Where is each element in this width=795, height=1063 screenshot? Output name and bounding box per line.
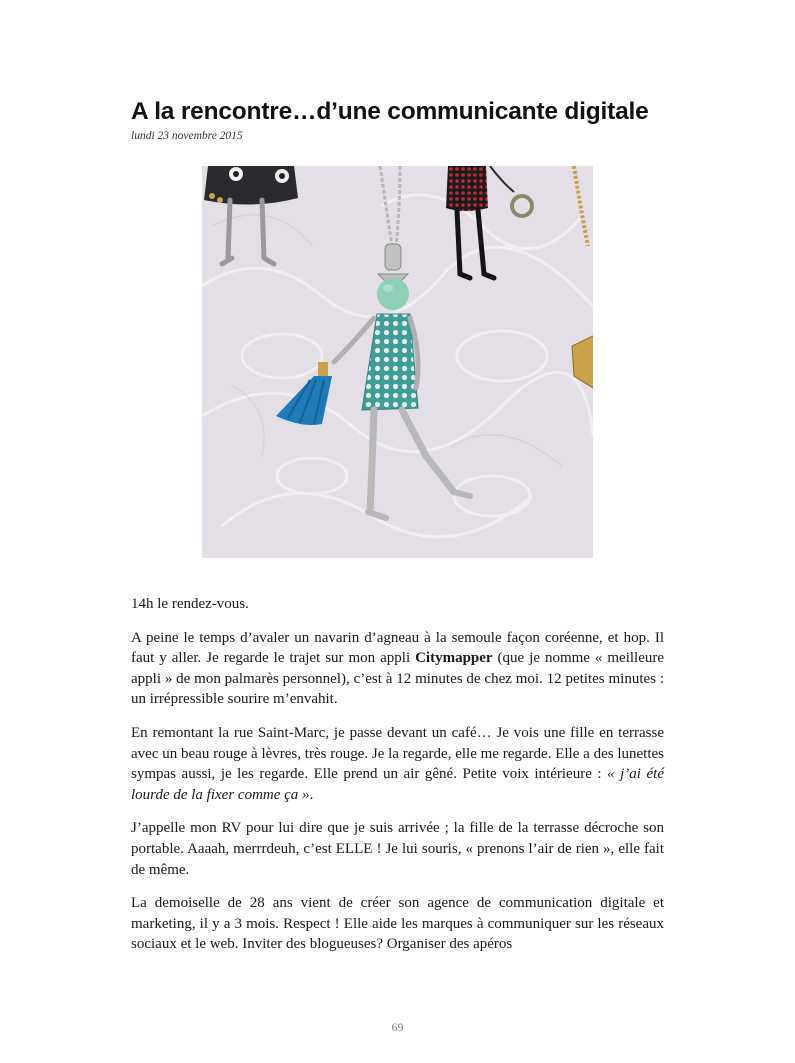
paragraph: La demoiselle de 28 ans vient de créer son agence de communication digitale et marketing, il y a 3 mois. Respect ! Elle aide les marques à communiquer sur les réseaux sociaux et le web. Inviter des blogueuses? Organiser des apéros xyxy=(131,895,664,953)
article-date: lundi 23 novembre 2015 xyxy=(131,130,243,142)
paragraph-text: A peine le temps d’avaler un navarin d’agneau à la semoule façon coréenne, et hop. Il faut y aller. Je regarde le trajet sur mon appli xyxy=(131,629,664,667)
app-name-citymapper: Citymapper xyxy=(415,650,493,667)
paragraph xyxy=(131,723,664,805)
paragraph-text: En remontant la rue Saint-Marc, je passe devant un café… Je vois une fille en terrasse avec un beau rouge à lèvres, très rouge. Je la regarde, elle me regarde. Elle a des lunettes sympas aussi, je les regarde. Elle prend un air gêné. Petite voix intérieure : xyxy=(131,724,664,783)
pendant-necklace-photo xyxy=(202,166,593,558)
paragraph: 14h le rendez-vous. xyxy=(131,596,249,612)
paragraph xyxy=(131,628,664,710)
article-body xyxy=(131,594,664,968)
page-number: 69 xyxy=(391,1020,404,1034)
article-photo xyxy=(202,166,593,558)
paragraph: J’appelle mon RV pour lui dire que je suis arrivée ; la fille de la terrasse décroche son portable. Aaaah, merrrdeuh, c’est ELLE ! Je lui souris, « prenons l’air de rien », elle fait de même. xyxy=(131,820,664,878)
paragraph-text: (que je nomme « meilleure appli » de mon palmarès personnel), c’est à 12 minutes de chez moi. 12 petites minutes : un irrépressible sourire m’envahit. xyxy=(131,650,665,708)
paragraph-text: . xyxy=(309,786,314,803)
article-title: A la rencontre…d’une communicante digitale xyxy=(131,98,649,125)
inner-voice-quote: « j’ai été lourde de la fixer comme ça » xyxy=(131,766,664,803)
